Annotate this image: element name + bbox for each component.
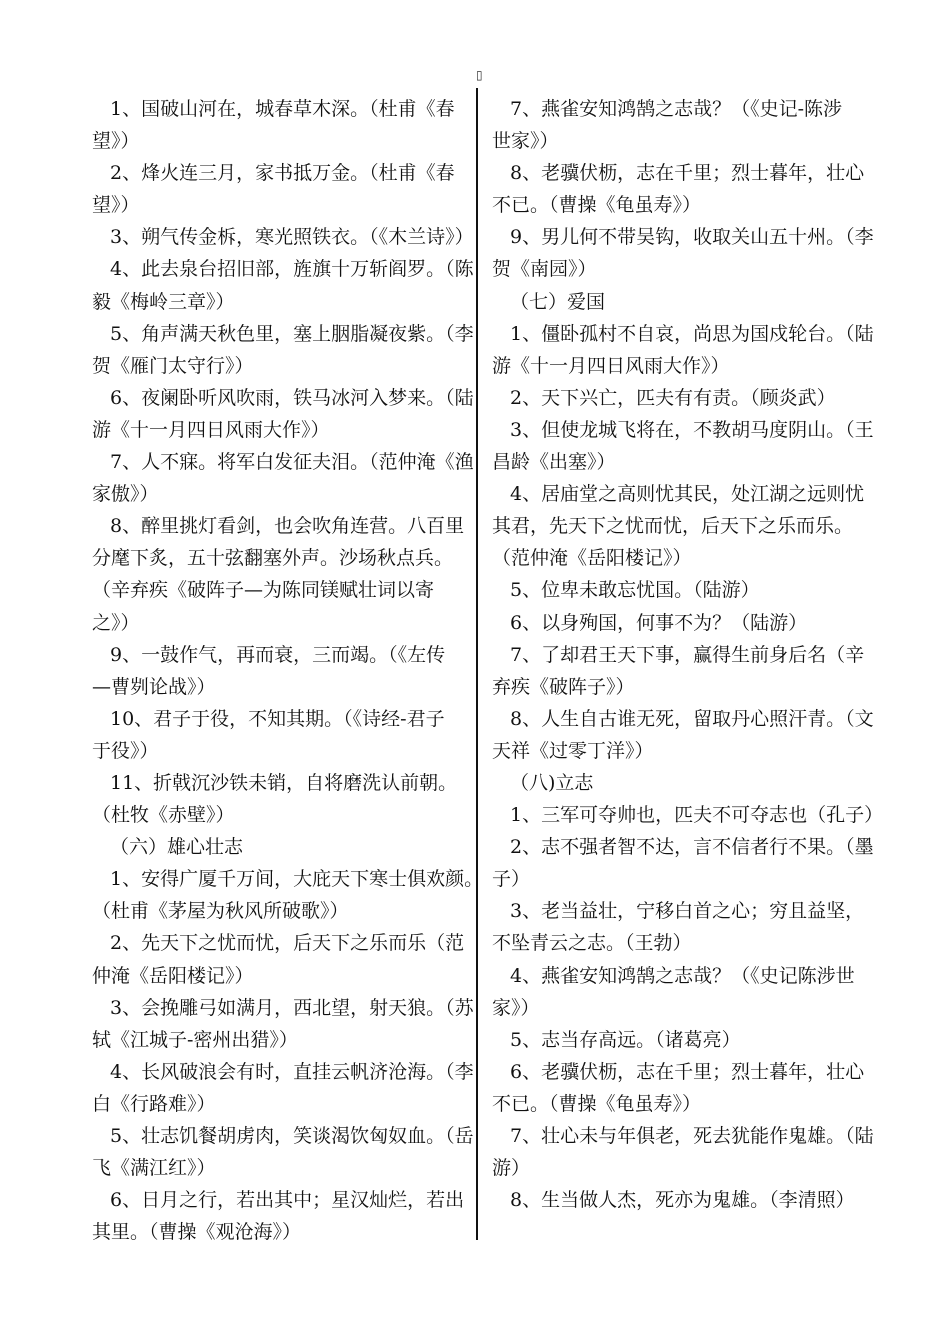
page-mark: ▯ (476, 68, 483, 82)
text-line: 1、安得广厦千万间，大庇天下寒士俱欢颜。 (110, 868, 484, 891)
text-line: 5、壮志饥餐胡虏肉，笑谈渴饮匈奴血。（岳 (110, 1125, 474, 1147)
text-line: 于役》） (92, 739, 159, 762)
left-column (92, 93, 484, 1248)
text-line: 4、此去泉台招旧部，旌旗十万斩阎罗。（陈 (110, 258, 474, 281)
text-line: 7、壮心未与年俱老，死去犹能作鬼雄。（陆 (510, 1125, 874, 1147)
section-heading: （八)立志 (510, 771, 594, 794)
text-line: 2、志不强者智不达，言不信者行不果。（墨 (510, 836, 874, 859)
text-line: （范仲淹《岳阳楼记》） (492, 547, 692, 570)
text-line: 不坠青云之志。（王勃） (492, 932, 692, 955)
text-line: 世家》） (492, 130, 559, 153)
text-line: 毅《梅岭三章》） (92, 290, 235, 313)
text-line: 6、夜阑卧听风吹雨，铁马冰河入梦来。（陆 (110, 386, 474, 409)
text-line: 7、了却君王天下事，赢得生前身后名（辛 (510, 643, 865, 666)
text-line: 3、老当益壮，宁移白首之心；穷且益坚， (510, 900, 865, 923)
text-line: 分麾下炙，五十弦翻塞外声。沙场秋点兵。 (92, 547, 454, 570)
text-line: 4、长风破浪会有时，直挂云帆济沧海。（李 (110, 1060, 474, 1083)
text-line: 弃疾《破阵子》） (492, 675, 635, 698)
text-line: —曹刿论战》） (92, 675, 216, 698)
text-line: 其君，先天下之忧而忧，后天下之乐而乐。 (492, 515, 854, 538)
column-divider (476, 88, 478, 1240)
text-line: 游） (492, 1157, 531, 1180)
text-line: 其里。（曹操《观沧海》） (92, 1221, 302, 1244)
text-line: 8、生当做人杰，死亦为鬼雄。（李清照） (510, 1189, 855, 1212)
section-heading: （七）爱国 (510, 290, 606, 313)
text-line: 3、会挽雕弓如满月，西北望，射天狼。（苏 (110, 996, 474, 1019)
text-line: 之》） (92, 611, 140, 634)
text-line: 11、折戟沉沙铁未销，自将磨洗认前朝。 (110, 771, 458, 794)
text-line: 2、先天下之忧而忧，后天下之乐而乐（范 (110, 932, 465, 955)
text-line: 昌龄《出塞》） (492, 451, 616, 474)
text-line: 仲淹《岳阳楼记》） (92, 964, 254, 987)
text-line: 6、老骥伏枥，志在千里；烈士暮年，壮心 (510, 1060, 865, 1083)
text-line: 9、一鼓作气，再而衰，三而竭。（《左传 (110, 643, 446, 666)
text-line: （杜牧《赤壁》） (92, 804, 235, 827)
text-line: （辛弃疾《破阵子—为陈同镁赋壮词以寄 (92, 579, 435, 602)
text-line: 望》） (92, 130, 140, 153)
text-line: 2、烽火连三月，家书抵万金。（杜甫《春 (110, 162, 455, 185)
text-line: 家》） (492, 996, 540, 1019)
text-line: 3、但使龙城飞将在，不教胡马度阴山。（王 (510, 418, 874, 441)
text-line: 1、僵卧孤村不自哀，尚思为国戍轮台。（陆 (510, 322, 874, 345)
text-line: 5、志当存高远。（诸葛亮） (510, 1028, 741, 1051)
text-line: 4、居庙堂之高则忧其民，处江湖之远则忧 (510, 483, 865, 506)
text-line: 轼《江城子-密州出猎》） (92, 1028, 298, 1051)
text-line: （杜甫《茅屋为秋风所破歌》） (92, 900, 349, 923)
text-line: 4、燕雀安知鸿鹄之志哉？（《史记陈涉世 (510, 964, 855, 987)
text-line: 5、角声满天秋色里，塞上胭脂凝夜紫。（李 (110, 322, 474, 345)
text-line: 3、朔气传金柝，寒光照铁衣。（《木兰诗》） (110, 226, 474, 249)
text-line: 7、人不寐。将军白发征夫泪。（范仲淹《渔 (110, 451, 474, 474)
text-line: 家傲》） (92, 483, 159, 506)
text-line: 白《行路难》） (92, 1092, 216, 1115)
text-line: 不已。（曹操《龟虽寿》） (492, 1092, 702, 1115)
text-line: 8、醉里挑灯看剑，也会吹角连营。八百里 (110, 515, 465, 538)
text-line: 游《十一月四日风雨大作》） (92, 418, 330, 441)
text-line: 6、日月之行，若出其中；星汉灿烂，若出 (110, 1189, 465, 1212)
text-line: 2、天下兴亡，匹夫有有责。（顾炎武） (510, 386, 836, 409)
text-line: 贺《南园》） (492, 258, 597, 281)
text-line: 7、燕雀安知鸿鹄之志哉？（《史记-陈涉 (510, 98, 843, 120)
text-line: 1、三军可夺帅也，匹夫不可夺志也（孔子） (510, 804, 884, 827)
text-line: 望》） (92, 194, 140, 217)
section-heading: （六）雄心壮志 (110, 836, 244, 859)
text-line: 游《十一月四日风雨大作》） (492, 354, 730, 377)
text-line: 5、位卑未敢忘忧国。（陆游） (510, 579, 760, 602)
text-line: 8、老骥伏枥，志在千里；烈士暮年，壮心 (510, 162, 865, 185)
text-line: 天祥《过零丁洋》） (492, 739, 654, 762)
text-line: 10、君子于役，不知其期。（《诗经-君子 (110, 707, 445, 730)
text-line: 9、男儿何不带吴钩，收取关山五十州。（李 (510, 226, 874, 249)
text-line: 不已。（曹操《龟虽寿》） (492, 194, 702, 217)
right-column (492, 93, 884, 1216)
text-line: 子） (492, 868, 531, 891)
text-line: 8、人生自古谁无死，留取丹心照汗青。（文 (510, 707, 874, 730)
text-line: 1、国破山河在，城春草木深。（杜甫《春 (110, 98, 455, 120)
text-line: 贺《雁门太守行》） (92, 354, 254, 377)
text-line: 飞《满江红》） (92, 1157, 216, 1180)
text-line: 6、以身殉国，何事不为？（陆游） (510, 611, 808, 634)
